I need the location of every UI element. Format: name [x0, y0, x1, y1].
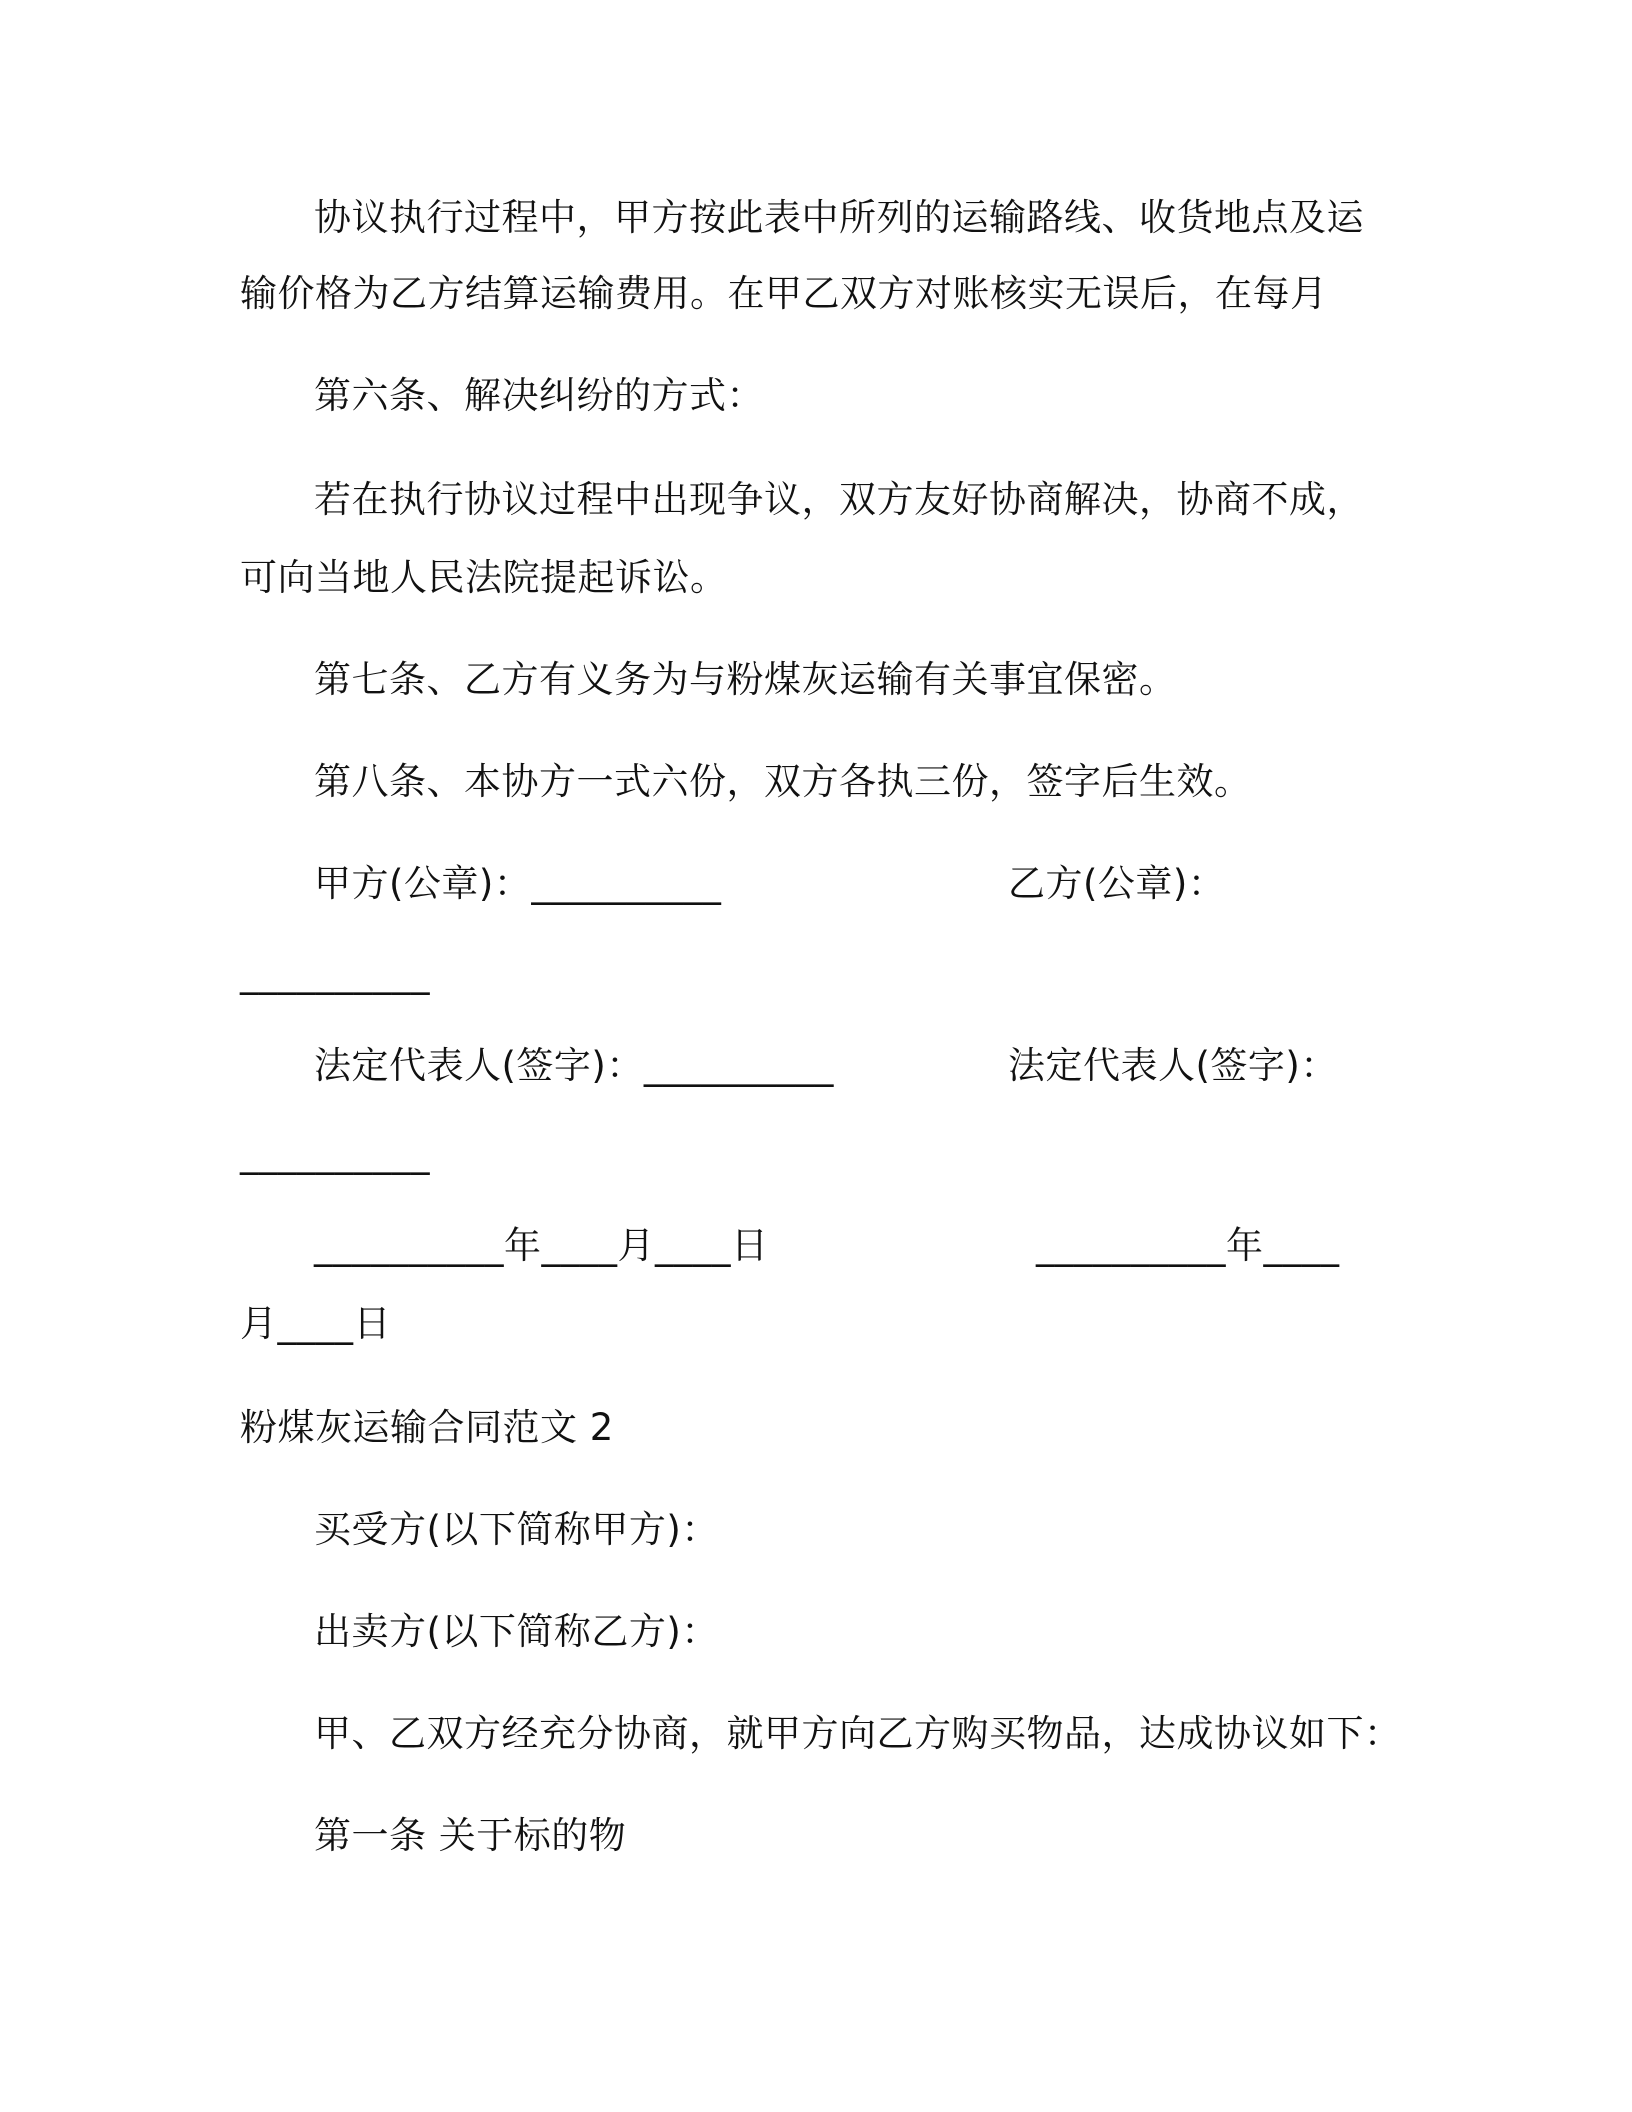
- rep-a-signature: 法定代表人(签字)：__________: [314, 1044, 834, 1087]
- article-six-heading: 第六条、解决纠纷的方式：: [314, 374, 764, 417]
- date-b-continued: 月____日: [240, 1302, 391, 1345]
- rep-b-signature-blank: __________: [240, 1132, 430, 1175]
- seller-line: 出卖方(以下简称乙方)：: [314, 1610, 719, 1653]
- buyer-line: 买受方(以下简称甲方)：: [314, 1508, 719, 1551]
- party-b-seal-blank: __________: [240, 952, 430, 995]
- party-a-seal: 甲方(公章)：__________: [314, 862, 722, 905]
- article-one-heading: 第一条 关于标的物: [314, 1814, 627, 1857]
- party-b-seal: 乙方(公章)：: [1008, 862, 1226, 905]
- agreement-intro: 甲、乙双方经充分协商，就甲方向乙方购买物品，达成协议如下：: [314, 1712, 1402, 1755]
- rep-b-signature: 法定代表人(签字)：: [1008, 1044, 1338, 1087]
- date-a: __________年____月____日: [314, 1224, 769, 1267]
- paragraph-line: 输价格为乙方结算运输费用。在甲乙双方对账核实无误后，在每月: [240, 272, 1328, 315]
- article-seven: 第七条、乙方有义务为与粉煤灰运输有关事宜保密。: [314, 658, 1177, 701]
- paragraph-line: 若在执行协议过程中出现争议，双方友好协商解决，协商不成，: [314, 478, 1364, 521]
- section-title: 粉煤灰运输合同范文 2: [240, 1406, 614, 1449]
- article-eight: 第八条、本协方一式六份，双方各执三份，签字后生效。: [314, 760, 1252, 803]
- paragraph-line: 协议执行过程中，甲方按此表中所列的运输路线、收货地点及运: [314, 196, 1364, 239]
- date-b: __________年____: [1036, 1224, 1340, 1267]
- paragraph-line: 可向当地人民法院提起诉讼。: [240, 556, 728, 599]
